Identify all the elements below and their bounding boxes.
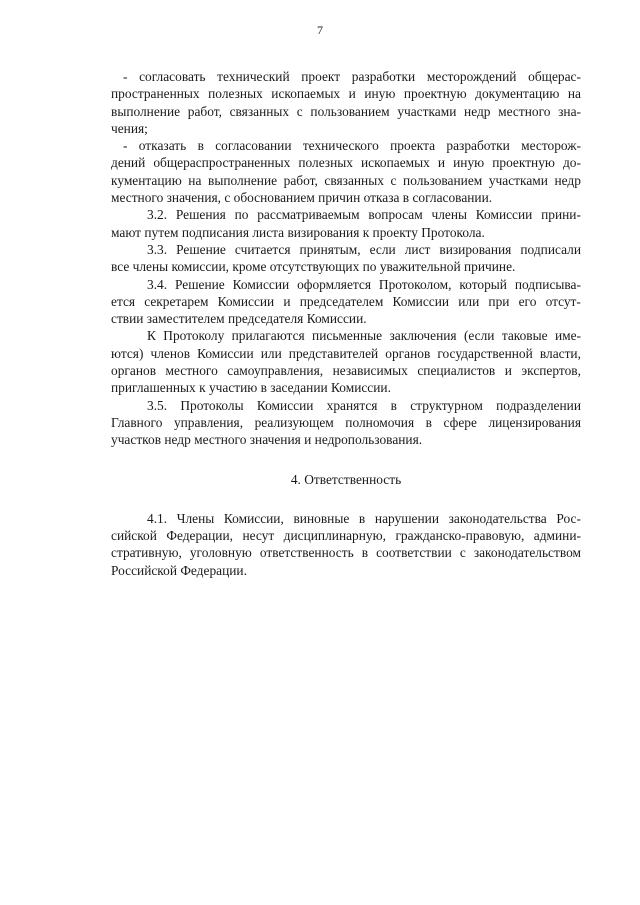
word: Рос-: [556, 510, 581, 526]
word: отсут-: [545, 293, 581, 309]
page-number: 7: [317, 23, 323, 37]
text-line: ствии заместителем председателя Комиссии.: [111, 311, 367, 327]
word: управления,: [173, 414, 244, 430]
word: 3.3.: [147, 241, 168, 257]
word: Комиссии: [392, 293, 450, 309]
word: законодательства: [448, 510, 547, 526]
text-line: [111, 276, 581, 293]
word: в: [197, 138, 204, 154]
word: представителей: [288, 345, 379, 361]
word: ответственность: [259, 545, 354, 561]
word: админи-: [533, 528, 581, 544]
text-line: [111, 206, 581, 223]
word: несут: [242, 528, 275, 544]
word: его: [518, 293, 537, 309]
text-line: местного значения, с обоснованием причин отказа в согласовании.: [111, 190, 493, 206]
word: зна-: [558, 103, 581, 119]
word: технического: [302, 138, 379, 154]
word: структурном: [410, 397, 483, 413]
word: полномочия: [345, 414, 415, 430]
word: Комиссии: [232, 276, 290, 292]
word: считается: [234, 241, 291, 257]
word: Комиссии: [256, 397, 314, 413]
section-heading: 4. Ответственность: [290, 471, 402, 487]
word: ископаемых: [361, 155, 430, 171]
text-line: [111, 544, 581, 561]
text-line: [111, 103, 581, 120]
text-line: чения;: [111, 120, 148, 136]
text-line: [111, 414, 581, 431]
word: лист: [404, 241, 431, 257]
word: независимых: [332, 363, 408, 379]
word: в: [358, 510, 366, 526]
word: соответствии: [376, 545, 452, 561]
word: подписыва-: [514, 276, 581, 292]
word: местного: [498, 103, 551, 119]
text-line: [111, 527, 581, 544]
word: участками: [488, 172, 548, 188]
word: выполнение: [208, 172, 278, 188]
word: стративную,: [111, 545, 182, 561]
word: и: [348, 86, 356, 102]
word: гражданско-правовую,: [395, 528, 525, 544]
word: общераспространенных: [153, 155, 291, 171]
word: рассматриваемым: [257, 207, 360, 223]
word: Решение: [176, 241, 226, 257]
text-line: все члены комиссии, кроме отсутствующих по уважительной причине.: [111, 259, 516, 275]
word: месторож-: [521, 138, 581, 154]
word: пользованием: [403, 172, 483, 188]
word: и: [283, 293, 291, 309]
word: Комиссии: [217, 293, 275, 309]
word: полезных: [208, 86, 263, 102]
word: согласовании: [215, 138, 292, 154]
word: письменные: [312, 328, 383, 344]
document-body: [111, 68, 581, 579]
word: иную: [364, 86, 396, 102]
word: К: [147, 328, 156, 344]
word: визирования: [439, 241, 512, 257]
word: Главного: [111, 414, 163, 430]
word: с: [296, 103, 303, 119]
word: органов: [385, 345, 431, 361]
text-line: [111, 510, 581, 527]
word: -: [123, 69, 128, 84]
text-line: [111, 327, 581, 344]
word: и: [504, 363, 512, 379]
word: члены: [431, 207, 467, 223]
text-line: [111, 345, 581, 362]
word: работ,: [187, 103, 222, 119]
word: Решения: [175, 207, 226, 223]
text-line: [111, 137, 581, 154]
word: государственной: [437, 345, 533, 361]
word: уголовную: [189, 545, 252, 561]
word: име-: [554, 328, 581, 344]
word: законодательством: [473, 545, 581, 561]
word: кументацию: [111, 172, 182, 188]
word: членов: [150, 345, 191, 361]
word: разработки: [351, 69, 416, 84]
word: 3.2.: [147, 207, 168, 223]
text-line: Российской Федерации.: [111, 562, 247, 578]
word: проекта: [390, 138, 436, 154]
word: месторождений: [426, 69, 517, 84]
word: Решение: [174, 276, 225, 292]
word: до-: [562, 155, 581, 171]
word: дений: [111, 155, 146, 171]
word: недр: [554, 172, 581, 188]
word: специалистов: [417, 363, 496, 379]
word: вопросам: [368, 207, 423, 223]
word: в: [390, 397, 397, 413]
word: Члены: [176, 510, 215, 526]
word: подразделении: [496, 397, 581, 413]
text-line: [111, 68, 581, 85]
text-line: участков недр местного значения и недропользования.: [111, 432, 423, 448]
word: секретарем: [144, 293, 209, 309]
text-line: [111, 154, 581, 171]
word: Комиссии,: [223, 510, 284, 526]
word: прини-: [541, 207, 581, 223]
word: сфере: [443, 414, 477, 430]
word: недр: [464, 103, 491, 119]
word: связанных: [229, 103, 290, 119]
word: ископаемых: [271, 86, 341, 102]
word: прилагаются: [231, 328, 305, 344]
word: ется: [111, 293, 136, 309]
word: выполнение: [111, 103, 181, 119]
word: дисциплинарную,: [283, 528, 386, 544]
word: разработки: [446, 138, 510, 154]
word: подписали: [520, 241, 581, 257]
word: при: [488, 293, 510, 309]
word: оформляется: [297, 276, 372, 292]
text-line: мают путем подписания листа визирования к проекту Протокола.: [111, 224, 485, 240]
word: на: [188, 172, 202, 188]
word: и: [437, 155, 446, 171]
word: власти,: [539, 345, 581, 361]
word: полезных: [298, 155, 353, 171]
word: экспертов,: [521, 363, 581, 379]
word: самоуправления,: [227, 363, 324, 379]
word: Протоколом,: [378, 276, 452, 292]
word: иную: [453, 155, 485, 171]
word: (если: [463, 328, 495, 344]
word: Протоколы: [180, 397, 244, 413]
word: виновные: [293, 510, 350, 526]
word: заключения: [389, 328, 457, 344]
word: принятым,: [299, 241, 361, 257]
word: по: [234, 207, 249, 223]
word: Протоколу: [163, 328, 225, 344]
text-line: [111, 293, 581, 310]
word: участками: [397, 103, 457, 119]
word: -: [123, 138, 128, 154]
word: отказать: [138, 138, 187, 154]
word: проект: [301, 69, 341, 84]
word: в: [361, 545, 369, 561]
word: общерас-: [528, 69, 581, 84]
word: с: [459, 545, 466, 561]
word: местного: [165, 363, 218, 379]
word: председателем: [299, 293, 384, 309]
word: Федерации,: [166, 528, 233, 544]
text-line: [111, 397, 581, 414]
word: ются): [111, 345, 144, 361]
word: органов: [111, 363, 157, 379]
text-line: [111, 362, 581, 379]
word: или: [260, 345, 282, 361]
word: работ,: [283, 172, 318, 188]
word: 3.5.: [147, 397, 168, 413]
word: Комиссии: [475, 207, 533, 223]
word: таковые: [501, 328, 548, 344]
word: который: [459, 276, 507, 292]
text-line: [111, 85, 581, 102]
word: проектную: [492, 155, 555, 171]
word: проектную: [403, 86, 467, 102]
word: Комиссии: [197, 345, 254, 361]
word: сийской: [111, 528, 157, 544]
word: технический: [217, 69, 290, 84]
text-line: [111, 241, 581, 258]
word: в: [425, 414, 432, 430]
word: пользованием: [310, 103, 390, 119]
word: на: [567, 86, 581, 102]
word: 3.4.: [147, 276, 168, 292]
word: реализующем: [254, 414, 334, 430]
text-line: приглашенных к участию в заседании Комиссии.: [111, 380, 391, 396]
word: нарушении: [374, 510, 439, 526]
word: если: [369, 241, 396, 257]
word: пространенных: [111, 86, 200, 102]
word: или: [458, 293, 480, 309]
word: 4.1.: [147, 510, 168, 526]
text-line: [111, 172, 581, 189]
word: связанных: [324, 172, 384, 188]
word: согласовать: [139, 69, 206, 84]
word: документацию: [475, 86, 560, 102]
word: лицензирования: [488, 414, 581, 430]
word: с: [390, 172, 397, 188]
word: хранятся: [326, 397, 378, 413]
